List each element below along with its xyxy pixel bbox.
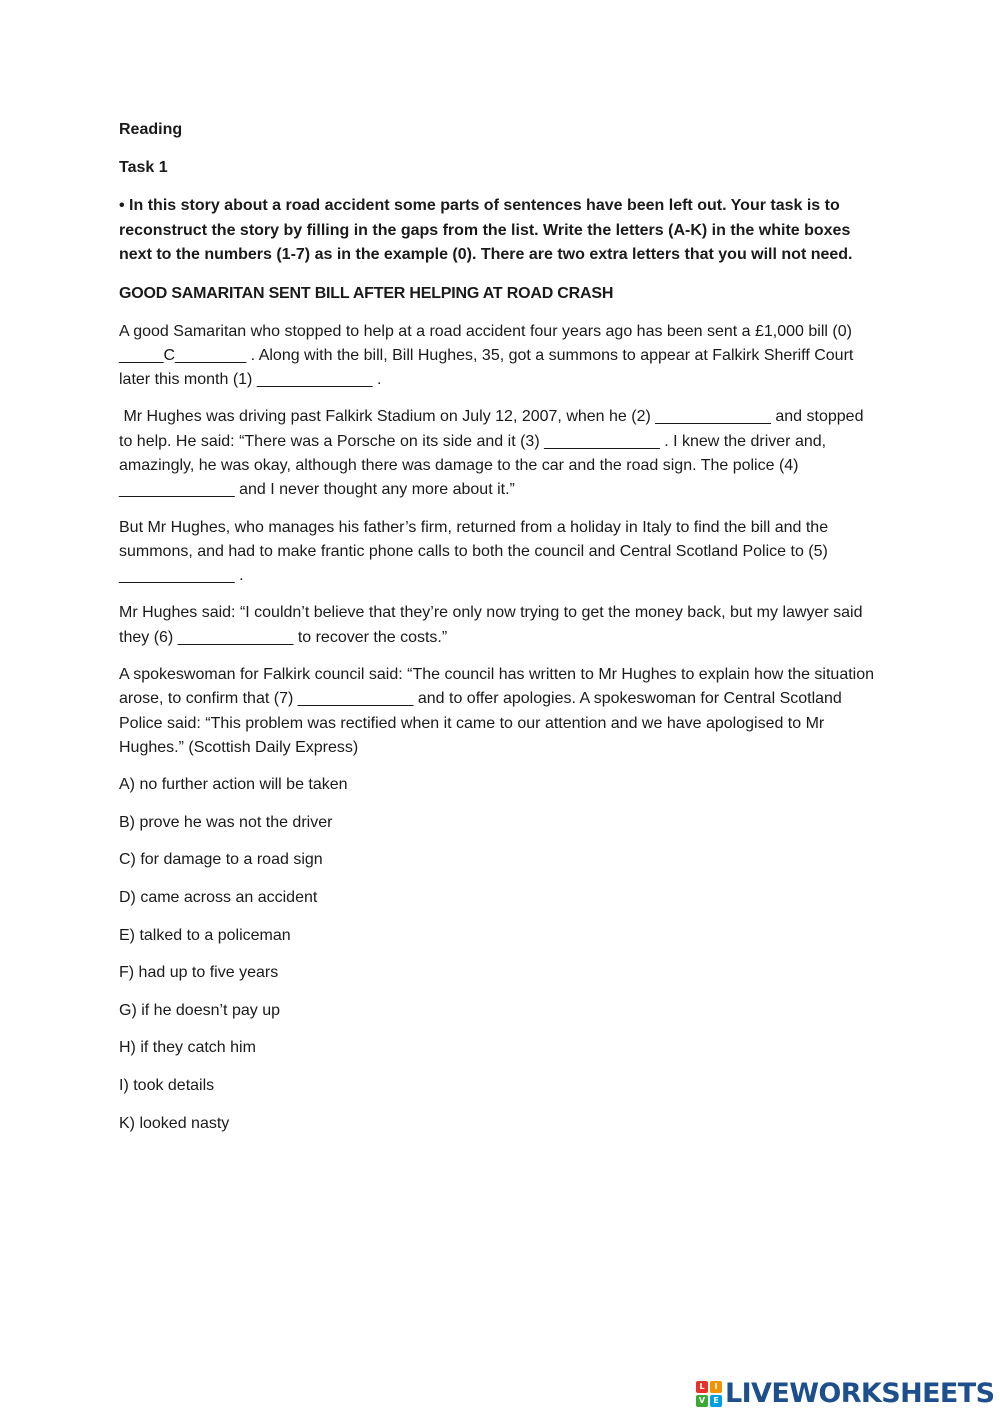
worksheet-page: [119, 118, 879, 1149]
option-i: I) took details: [119, 1077, 215, 1094]
liveworksheets-mark-icon: [696, 1381, 722, 1407]
logo-wordmark: LIVEWORKSHEETS: [725, 1378, 995, 1409]
logo-mark-tile: V: [696, 1395, 708, 1407]
task-heading: Task 1: [119, 159, 168, 176]
option-a: A) no further action will be taken: [119, 776, 348, 794]
story-paragraph-4: Mr Hughes said: “I couldn’t believe that they’re only now trying to get the money back, but my lawyer said they (6) _____________ to recover the costs.”: [119, 604, 867, 646]
option-h: H) if they catch him: [119, 1039, 256, 1057]
answer-options-list: [119, 773, 879, 1135]
story-paragraph-5: A spokeswoman for Falkirk council said: “The council has written to Mr Hughes to explain how the situation arose, to confirm that (7) _____________ and to offer apologies. A spokeswoman for Central Scotland Police said: “This problem was rectified when it came to our attention and we have apologised to Mr Hughes.” (Scottish Daily Express): [119, 666, 879, 756]
option-e: E) talked to a policeman: [119, 926, 291, 944]
story-paragraph-2: Mr Hughes was driving past Falkirk Stadium on July 12, 2007, when he (2) _____________ and stopped to help. He said: “There was a Porsche on its side and it (3) _____________ . I knew the driver and, amazingly, he was okay, although there was damage to the car and the road sign. The police (4) _____________ and I never thought any more about it.”: [119, 408, 868, 499]
option-b: B) prove he was not the driver: [119, 813, 333, 831]
liveworksheets-logo: [696, 1376, 994, 1412]
section-heading: Reading: [119, 121, 183, 138]
logo-mark-tile: L: [696, 1381, 708, 1393]
logo-mark-tile: E: [710, 1395, 722, 1407]
story-paragraph-1: A good Samaritan who stopped to help at a road accident four years ago has been sent a £1,000 bill (0) _____C________ . Along with the bill, Bill Hughes, 35, got a summons to appear at Falkirk Sheriff Court later this month (1) _____________ .: [119, 322, 858, 389]
story-paragraph-3: But Mr Hughes, who manages his father’s firm, returned from a holiday in Italy to find the bill and the summons, and had to make frantic phone calls to both the council and Central Scotland Police to (5) _____________ .: [119, 518, 833, 585]
option-c: C) for damage to a road sign: [119, 851, 323, 869]
story-title: GOOD SAMARITAN SENT BILL AFTER HELPING AT ROAD CRASH: [119, 284, 614, 302]
option-f: F) had up to five years: [119, 964, 279, 982]
option-g: G) if he doesn’t pay up: [119, 1001, 280, 1019]
task-instructions: • In this story about a road accident some parts of sentences have been left out. Your task is to reconstruct the story by filling in the gaps from the list. Write the letters (A-K) in the white boxes next to the numbers (1-7) as in the example (0). There are two extra letters that you will not need.: [119, 197, 853, 263]
logo-mark-tile: I: [710, 1381, 722, 1393]
option-k: K) looked nasty: [119, 1114, 230, 1132]
option-d: D) came across an accident: [119, 889, 318, 907]
